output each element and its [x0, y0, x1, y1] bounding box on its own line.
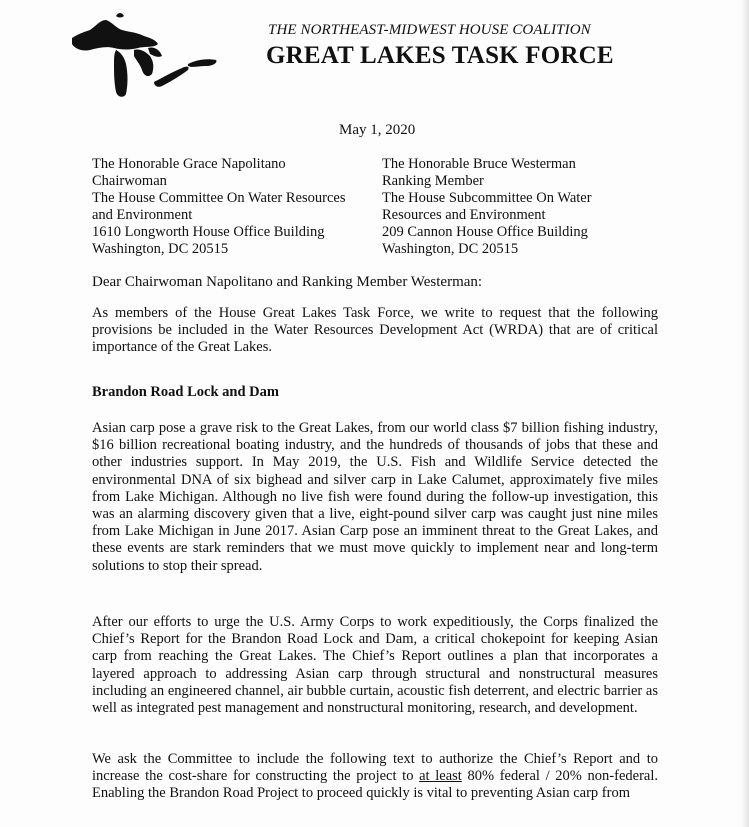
coalition-name: THE NORTHEAST-MIDWEST HOUSE COALITION: [268, 22, 591, 38]
underlined-text: at least: [419, 768, 462, 785]
recipient-right-line: The House Subcommittee On Water: [382, 190, 592, 206]
paragraph-text: We ask the Committee to include the following text to authorize the Chief’s Report and to increase the cost-share for constructing the project to: [92, 751, 658, 785]
letter-date: May 1, 2020: [339, 122, 416, 138]
paragraph-text: 80% federal / 20% non-federal. Enabling the Brandon Road Project to proceed quickly is vital to preventing Asian carp from: [92, 768, 658, 802]
recipient-left: [92, 156, 345, 258]
recipient-right-line: Washington, DC 20515: [382, 241, 519, 257]
page-edge-shadow: [741, 0, 749, 827]
great-lakes-map-icon: [70, 8, 220, 100]
recipient-left-line: and Environment: [92, 207, 193, 223]
recipient-left-line: 1610 Longworth House Office Building: [92, 224, 325, 240]
recipient-right-line: Resources and Environment: [382, 207, 546, 223]
section-heading: Brandon Road Lock and Dam: [92, 384, 279, 400]
recipient-right-line: The Honorable Bruce Westerman: [382, 156, 576, 172]
recipient-left-line: Washington, DC 20515: [92, 241, 229, 257]
paragraph-cost-share-request: [92, 751, 658, 803]
recipient-right: [382, 156, 592, 258]
paragraph-chiefs-report: After our efforts to urge the U.S. Army Corps to work expeditiously, the Corps finalized the Chief’s Report for the Brandon Road Lock and Dam, a critical chokepoint for keeping Asian carp from reaching the Great Lakes. The Chief’s Report outlines a plan that incorporates a layered approach to addressing Asian carp through structural and nonstructural measures including an engineered channel, air bubble curtain, acoustic fish deterrent, and electric barrier as well as integrated pest management and nonstructural monitoring, research, and development.: [92, 614, 658, 717]
paragraph-asian-carp-risk: Asian carp pose a grave risk to the Great Lakes, from our world class $7 billion fishing industry, $16 billion recreational boating industry, and the hundreds of thousands of jobs that these and other industries support. In May 2019, the U.S. Fish and Wildlife Service detected the environmental DNA of six bighead and silver carp in Lake Calumet, approximately five miles from Lake Michigan. Although no live fish were found during the follow-up investigation, this was an alarming discovery given that a live, eight-pound silver carp was caught just nine miles from Lake Michigan in June 2017. Asian Carp pose an imminent threat to the Great Lakes, and these events are stark reminders that we must move quickly to implement near and long-term solutions to stop their spread.: [92, 420, 658, 574]
salutation: Dear Chairwoman Napolitano and Ranking Member Westerman:: [92, 274, 483, 290]
recipient-left-line: The Honorable Grace Napolitano: [92, 156, 286, 172]
recipient-left-line: The House Committee On Water Resources: [92, 190, 346, 206]
recipient-right-line: Ranking Member: [382, 173, 484, 189]
recipient-right-line: 209 Cannon House Office Building: [382, 224, 588, 240]
task-force-title: GREAT LAKES TASK FORCE: [266, 42, 614, 69]
recipient-left-line: Chairwoman: [92, 173, 167, 189]
intro-paragraph: As members of the House Great Lakes Task Force, we write to request that the following provisions be included in the Water Resources Development Act (WRDA) that are of critical importance of the Great Lakes.: [92, 305, 658, 356]
